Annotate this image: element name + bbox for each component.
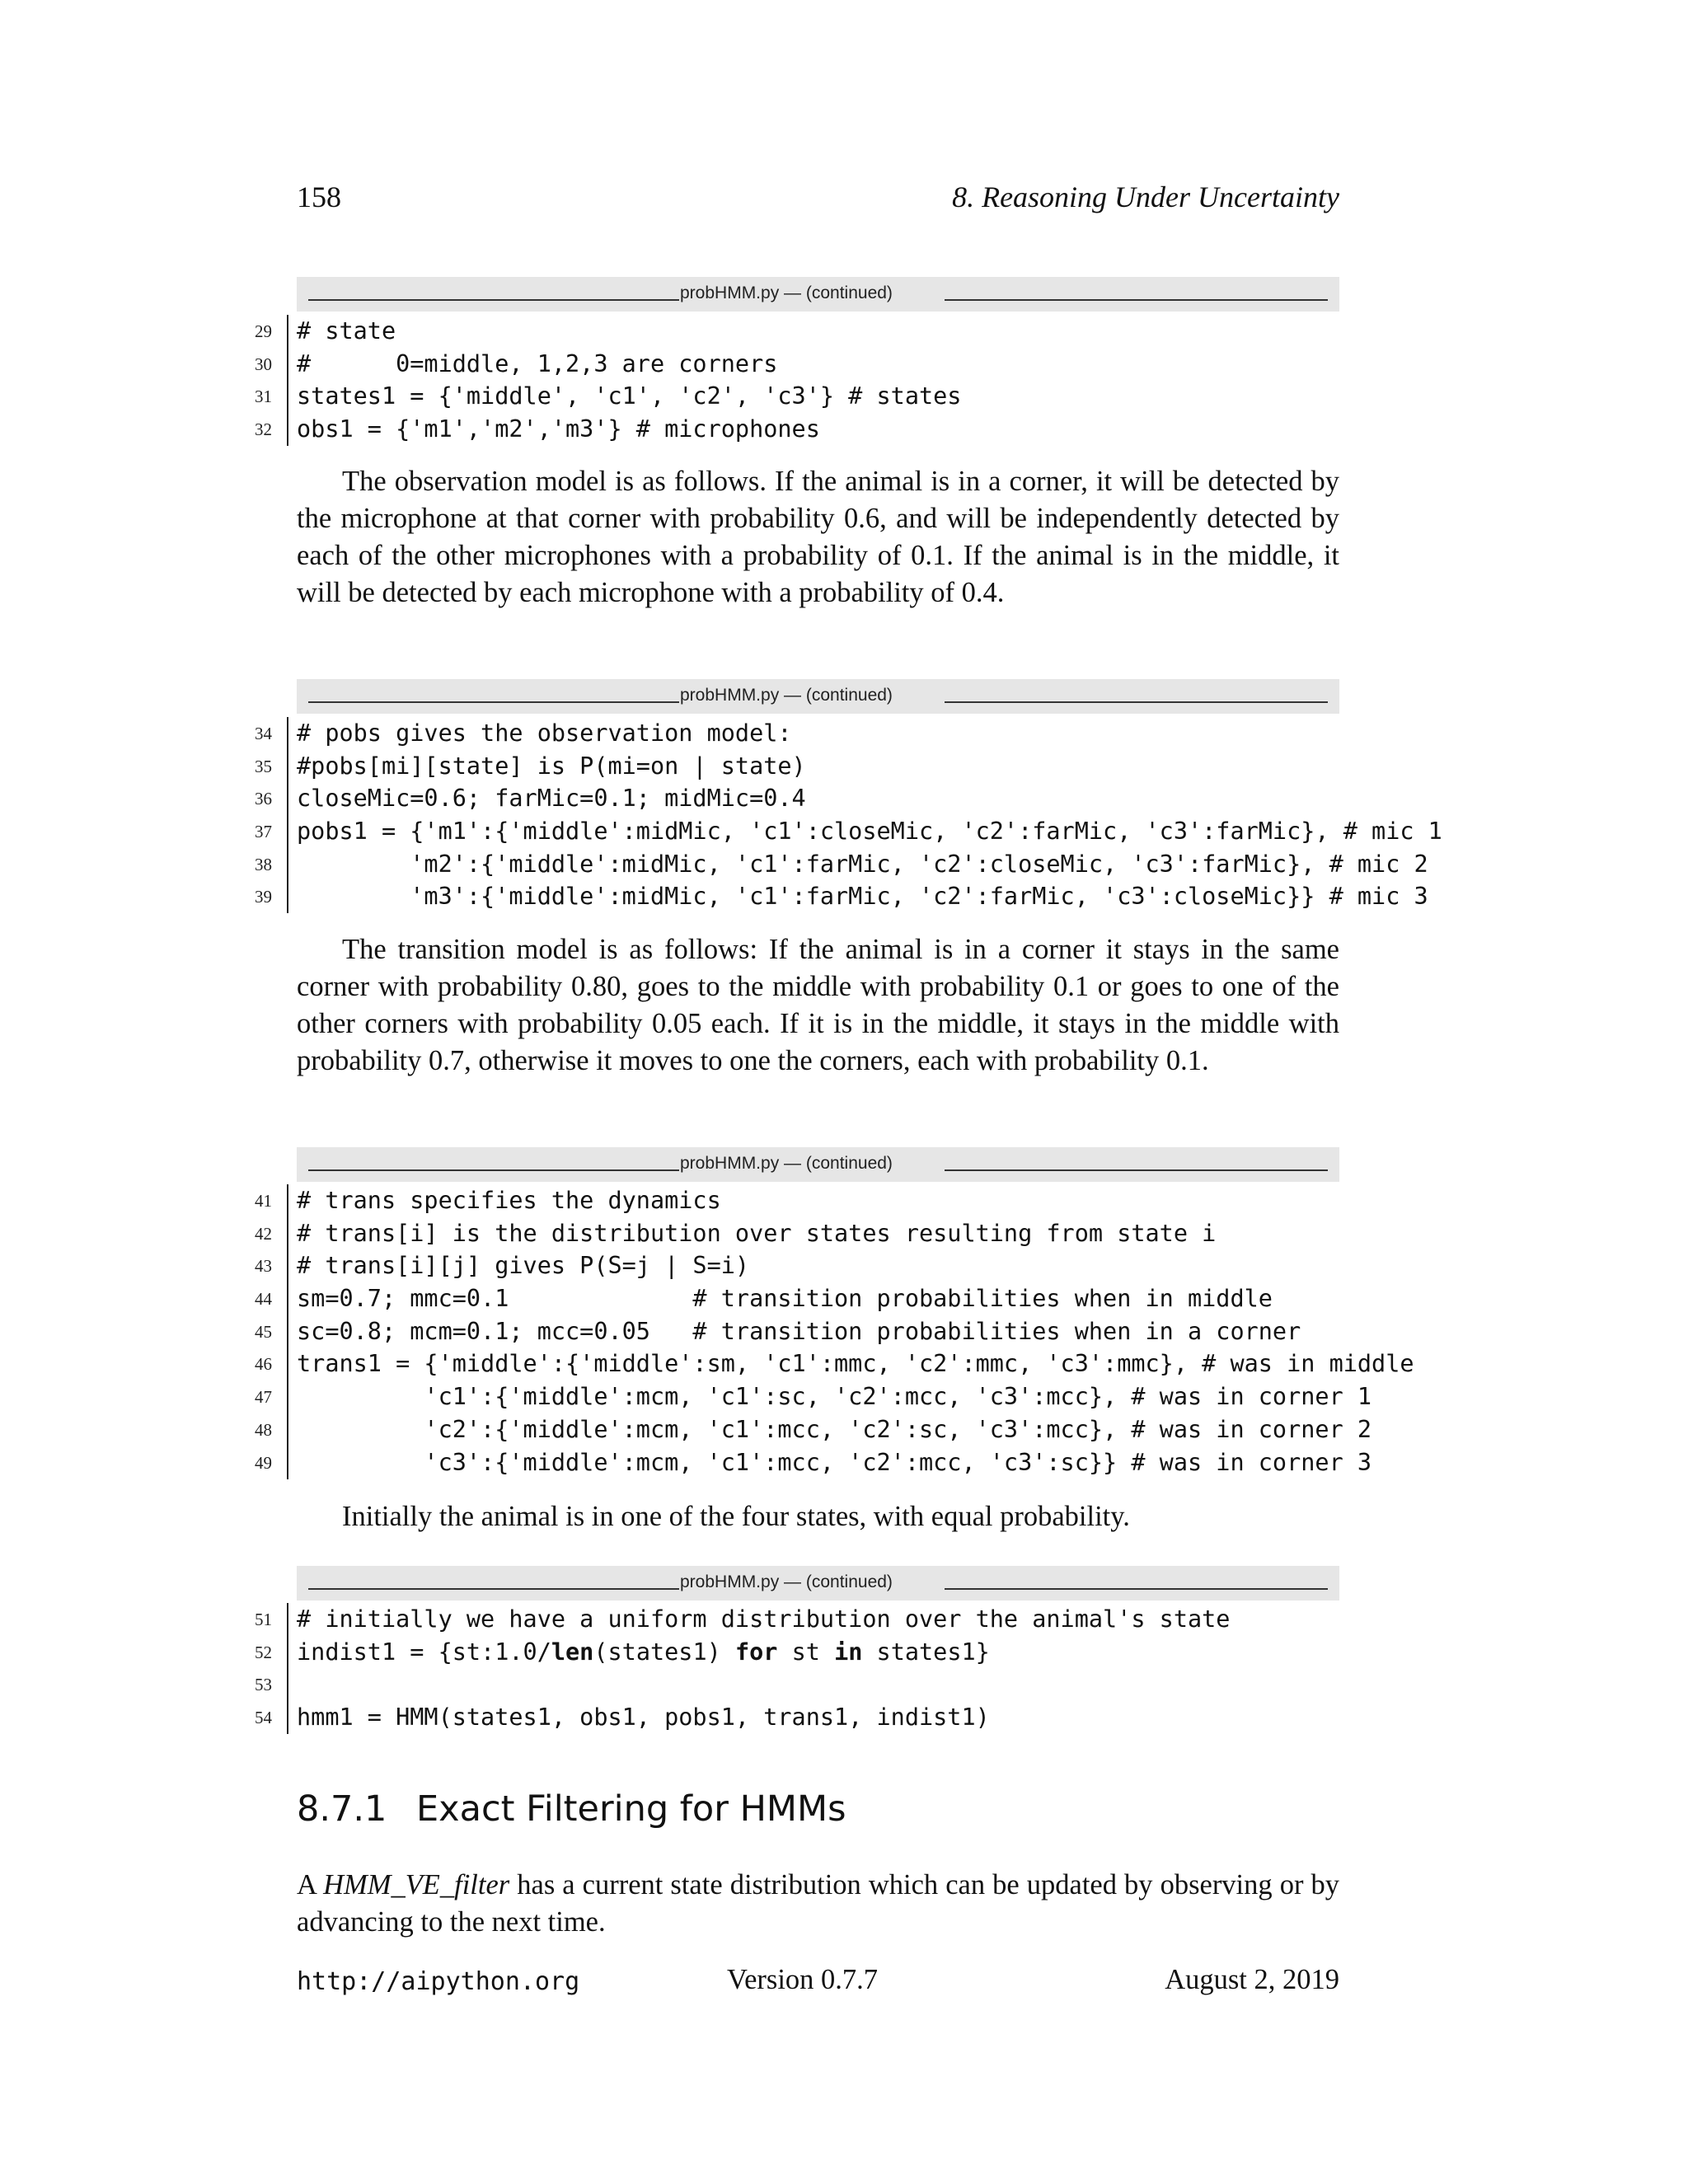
code-text: 'c3':{'middle':mcm, 'c1':mcc, 'c2':mcc, 'c3':sc}} # was in corner 3 [297, 1448, 1372, 1476]
line-number: 34 [255, 724, 272, 743]
line-number: 49 [255, 1452, 272, 1473]
header-rule-right [945, 701, 1328, 703]
header-rule-right [945, 299, 1328, 301]
code-text: states1 = {'middle', 'c1', 'c2', 'c3'} # states [297, 382, 962, 410]
code-segment: indist1 = {st:1.0/ [297, 1638, 551, 1666]
code-header-label: probHMM.py — (continued) [680, 686, 893, 705]
code-text: 'c1':{'middle':mcm, 'c1':sc, 'c2':mcc, 'c3':mcc}, # was in corner 1 [297, 1383, 1372, 1411]
code-segment: (states1) [593, 1638, 735, 1666]
code-line-bar [287, 1603, 288, 1734]
line-number: 45 [255, 1321, 272, 1342]
line-number: 31 [255, 387, 272, 407]
paragraph-text: Initially the animal is in one of the four states, with equal probability. [342, 1501, 1130, 1532]
line-number: 37 [255, 822, 272, 842]
footer-version: Version 0.7.7 [727, 1964, 879, 1995]
code-line-bar [287, 315, 288, 446]
chapter-title: 8. Reasoning Under Uncertainty [952, 180, 1339, 213]
code-text: # 0=middle, 1,2,3 are corners [297, 349, 778, 377]
code-text: 'm2':{'middle':midMic, 'c1':farMic, 'c2':closeMic, 'c3':farMic}, # mic 2 [297, 850, 1428, 878]
term-hmm-ve-filter: HMM_VE_filter [323, 1869, 510, 1900]
code-header [297, 679, 1339, 714]
code-text: # initially we have a uniform distribution over the animal's state [297, 1605, 1231, 1633]
page-number: 158 [297, 180, 341, 213]
code-text [297, 1636, 990, 1669]
code-text: hmm1 = HMM(states1, obs1, pobs1, trans1, indist1) [297, 1704, 990, 1732]
line-number: 53 [255, 1675, 272, 1695]
paragraph-lead: A [297, 1869, 324, 1900]
section-heading [297, 1788, 846, 1830]
line-number: 35 [255, 756, 272, 776]
code-text: 'm3':{'middle':midMic, 'c1':farMic, 'c2':farMic, 'c3':closeMic}} # mic 3 [297, 883, 1428, 911]
body-paragraph [297, 931, 1339, 1080]
code-header [297, 1147, 1339, 1182]
code-text: # pobs gives the observation model: [297, 719, 792, 747]
code-text: sm=0.7; mmc=0.1 # transition probabilities when in middle [297, 1285, 1273, 1313]
keyword-in: in [834, 1638, 863, 1666]
code-text: # trans specifies the dynamics [297, 1187, 721, 1214]
code-header-label: probHMM.py — (continued) [680, 1572, 893, 1591]
header-rule-left [308, 1588, 679, 1590]
body-paragraph [297, 463, 1339, 612]
running-head [297, 180, 1339, 224]
code-text: 'c2':{'middle':mcm, 'c1':mcc, 'c2':sc, 'c3':mcc}, # was in corner 2 [297, 1415, 1372, 1443]
code-segment: states1} [862, 1638, 990, 1666]
code-header-label: probHMM.py — (continued) [680, 284, 893, 302]
code-text: trans1 = {'middle':{'middle':sm, 'c1':mmc, 'c2':mmc, 'c3':mmc}, # was in middle [297, 1350, 1414, 1378]
code-line-bar [287, 717, 288, 913]
header-rule-left [308, 1169, 679, 1171]
line-number: 44 [255, 1289, 272, 1310]
header-rule-right [945, 1169, 1328, 1171]
code-text: pobs1 = {'m1':{'middle':midMic, 'c1':closeMic, 'c2':farMic, 'c3':farMic}, # mic 1 [297, 818, 1442, 846]
body-paragraph [297, 1498, 1339, 1535]
code-text: # trans[i] is the distribution over states resulting from state i [297, 1219, 1217, 1247]
code-text: closeMic=0.6; farMic=0.1; midMic=0.4 [297, 785, 806, 813]
line-number: 47 [255, 1387, 272, 1408]
code-text: sc=0.8; mcm=0.1; mcc=0.05 # transition probabilities when in a corner [297, 1317, 1301, 1345]
code-text: #pobs[mi][state] is P(mi=on | state) [297, 752, 806, 780]
footer-date: August 2, 2019 [1165, 1964, 1339, 1995]
header-rule-left [308, 299, 679, 301]
line-number: 38 [255, 854, 272, 874]
code-header [297, 277, 1339, 312]
page-footer [297, 1964, 1339, 2005]
code-text: # trans[i][j] gives P(S=j | S=i) [297, 1252, 750, 1280]
code-line-bar [287, 1184, 288, 1479]
keyword-for: for [734, 1638, 778, 1666]
code-text: obs1 = {'m1','m2','m3'} # microphones [297, 415, 820, 443]
body-paragraph [297, 1867, 1339, 1941]
section-number: 8.7.1 [297, 1788, 387, 1830]
line-number: 29 [255, 321, 272, 341]
line-number: 36 [255, 789, 272, 809]
code-text: # state [297, 317, 396, 344]
line-number: 51 [255, 1610, 272, 1629]
code-header [297, 1566, 1339, 1601]
code-header-label: probHMM.py — (continued) [680, 1154, 893, 1173]
line-number: 39 [255, 887, 272, 907]
line-number: 41 [255, 1191, 272, 1211]
paragraph-text: The transition model is as follows: If the animal is in a corner it stays in the same corner with probability 0.80, goes to the middle with probability 0.1 or goes to one of the other corners with probability 0.05 each. If it is in the middle, it stays in the middle with probability 0.7, otherwise it moves to one the corners, each with probability 0.1. [297, 934, 1339, 1076]
paragraph-text: The observation model is as follows. If the animal is in a corner, it will be detected by the microphone at that corner with probability 0.6, and will be independently detected by each of the other microphones with a probability of 0.1. If the animal is in the middle, it will be detected by each microphone with a probability of 0.4. [297, 466, 1339, 608]
line-number: 54 [255, 1708, 272, 1728]
paragraph-text: has a current state distribution which can be updated by observing or by advancing to the next time. [297, 1869, 1339, 1938]
code-segment: st [777, 1638, 835, 1666]
line-number: 30 [255, 354, 272, 374]
section-title: Exact Filtering for HMMs [416, 1788, 846, 1830]
line-number: 48 [255, 1419, 272, 1440]
line-number: 42 [255, 1223, 272, 1244]
line-number: 52 [255, 1642, 272, 1662]
line-number: 43 [255, 1256, 272, 1277]
line-number: 32 [255, 419, 272, 440]
keyword-len: len [551, 1638, 594, 1666]
footer-url[interactable]: http://aipython.org [297, 1967, 580, 1996]
line-number: 46 [255, 1354, 272, 1375]
header-rule-right [945, 1588, 1328, 1590]
header-rule-left [308, 701, 679, 703]
